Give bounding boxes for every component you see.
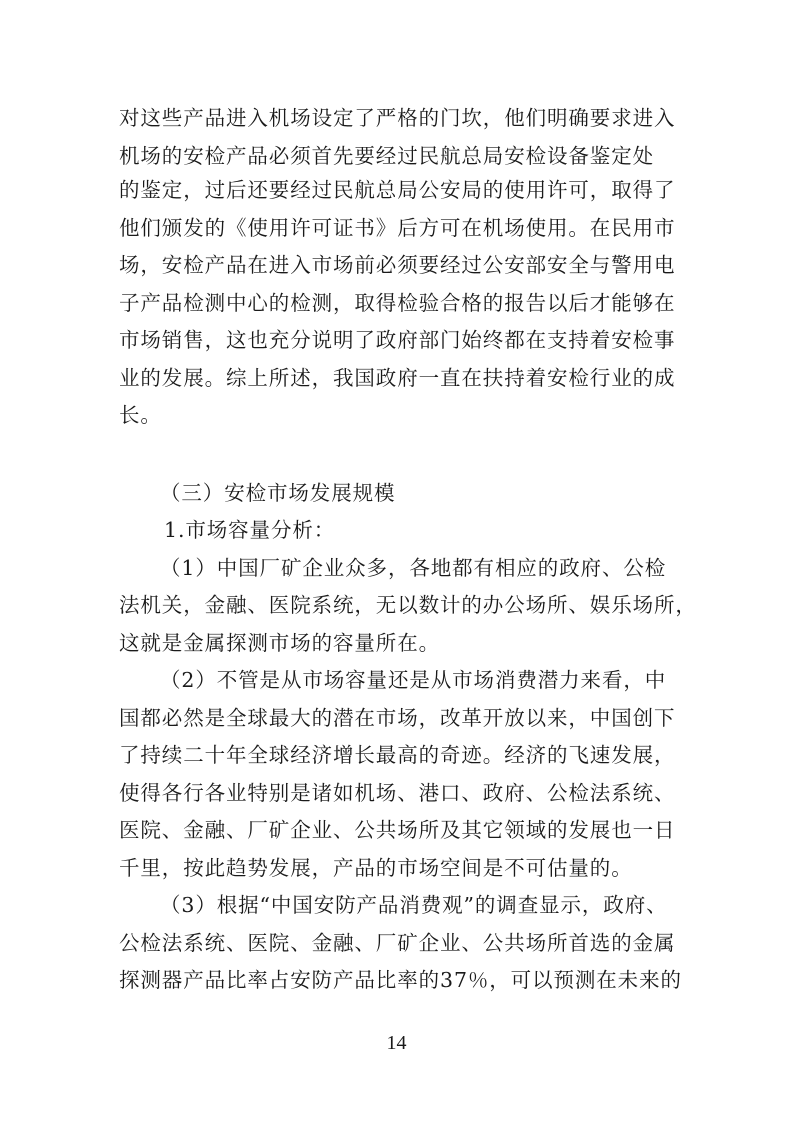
paragraph-line: 场，安检产品在进入市场前必须要经过公安部安全与警用电 (119, 253, 676, 277)
paragraph-line: 子产品检测中心的检测，取得检验合格的报告以后才能够在 (119, 291, 676, 315)
paragraph-line: 市场销售，这也充分说明了政府部门始终都在支持着安检事 (119, 328, 676, 352)
section-heading: （三）安检市场发展规模 (160, 481, 396, 505)
paragraph-line: 长。 (119, 403, 162, 427)
paragraph-line: 公检法系统、医院、金融、厂矿企业、公共场所首选的金属 (119, 931, 676, 955)
page-number: 14 (386, 1032, 407, 1054)
paragraph-line: （1）中国厂矿企业众多，各地都有相应的政府、公检 (160, 556, 667, 580)
paragraph-line: 对这些产品进入机场设定了严格的门坎，他们明确要求进入 (119, 106, 676, 130)
paragraph-line: 国都必然是全球最大的潜在市场，改革开放以来，中国创下 (119, 706, 676, 730)
paragraph-line: 机场的安检产品必须首先要经过民航总局安检设备鉴定处 (119, 144, 654, 168)
paragraph-line: （2）不管是从市场容量还是从市场消费潜力来看，中 (160, 668, 667, 692)
paragraph-line: 法机关，金融、医院系统，无以数计的办公场所、娱乐场所， (119, 593, 697, 617)
paragraph-line: 他们颁发的《使用许可证书》后方可在机场使用。在民用市 (119, 216, 676, 240)
paragraph-line: 的鉴定，过后还要经过民航总局公安局的使用许可，取得了 (119, 178, 676, 202)
paragraph-line: 医院、金融、厂矿企业、公共场所及其它领域的发展也一日 (119, 818, 676, 842)
paragraph-line: 这就是金属探测市场的容量所在。 (119, 631, 440, 655)
paragraph-line: 了持续二十年全球经济增长最高的奇迹。经济的飞速发展， (119, 743, 676, 767)
paragraph-line: 使得各行各业特别是诸如机场、港口、政府、公检法系统、 (119, 781, 676, 805)
paragraph-line: （3）根据“中国安防产品消费观”的调查显示，政府、 (160, 893, 668, 917)
paragraph-line: 探测器产品比率占安防产品比率的37％，可以预测在未来的 (119, 968, 682, 992)
paragraph-line: 业的发展。综上所述，我国政府一直在扶持着安检行业的成 (119, 366, 676, 390)
subsection-heading: 1.市场容量分析： (164, 518, 336, 542)
paragraph-line: 千里，按此趋势发展，产品的市场空间是不可估量的。 (119, 856, 633, 880)
